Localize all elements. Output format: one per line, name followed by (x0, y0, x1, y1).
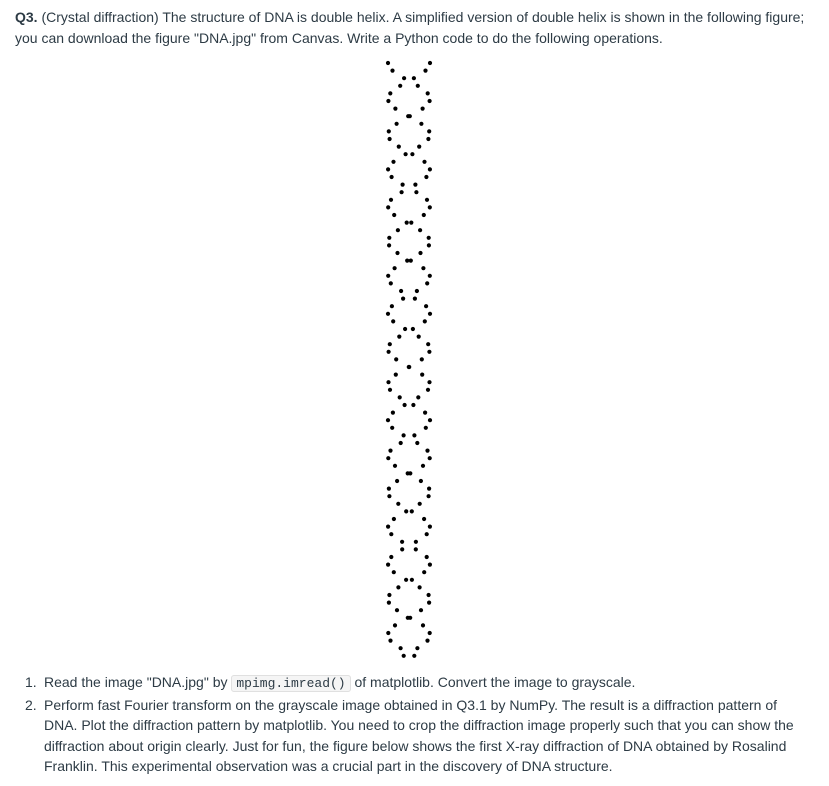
helix-dot (414, 547, 418, 551)
helix-dot (428, 418, 432, 422)
helix-dot (410, 578, 414, 582)
helix-dot (395, 608, 399, 612)
helix-dot (417, 145, 421, 149)
helix-dot (428, 456, 432, 460)
helix-dot (394, 357, 398, 361)
helix-dot (425, 555, 429, 559)
helix-dot (427, 494, 431, 498)
helix-dot (386, 456, 390, 460)
helix-dot (408, 114, 412, 118)
helix-dot (399, 289, 403, 293)
helix-dot (426, 342, 430, 346)
helix-dot (388, 639, 392, 643)
helix-dot (389, 198, 393, 202)
helix-dot (386, 525, 390, 529)
helix-dot (387, 243, 391, 247)
helix-dot (387, 350, 391, 354)
helix-dot (416, 395, 420, 399)
helix-dot (392, 517, 396, 521)
helix-dot (402, 433, 406, 437)
helix-dot (418, 228, 422, 232)
helix-dot (426, 388, 430, 392)
helix-dot (425, 198, 429, 202)
helix-dot (420, 373, 424, 377)
helix-dot (416, 84, 420, 88)
helix-dot (389, 532, 393, 536)
helix-dot (386, 418, 390, 422)
helix-dot (387, 129, 391, 133)
helix-dot (425, 281, 429, 285)
helix-dot (427, 601, 431, 605)
helix-dot (397, 335, 401, 339)
helix-dot (423, 69, 427, 73)
helix-dot (428, 563, 432, 567)
dna-helix-image (0, 56, 829, 666)
helix-dot (403, 327, 407, 331)
helix-dot (411, 403, 415, 407)
helix-dot (411, 327, 415, 331)
helix-dot (397, 145, 401, 149)
helix-dot (387, 236, 391, 240)
helix-dot (388, 137, 392, 141)
helix-dot (418, 251, 422, 255)
helix-dot (422, 160, 426, 164)
helix-dot (388, 388, 392, 392)
helix-dot (393, 464, 397, 468)
helix-dot (418, 585, 422, 589)
helix-dot (419, 608, 423, 612)
helix-dot (393, 266, 397, 270)
helix-dot (395, 251, 399, 255)
helix-dot (396, 585, 400, 589)
helix-dot (386, 167, 390, 171)
helix-dot (405, 221, 409, 225)
helix-dot (404, 509, 408, 513)
dna-double-helix-figure (0, 56, 829, 666)
helix-dot (428, 205, 432, 209)
helix-dot (427, 236, 431, 240)
helix-dot (421, 623, 425, 627)
helix-dot (391, 319, 395, 323)
helix-dot (428, 525, 432, 529)
helix-dot (415, 646, 419, 650)
step-item-1 (0, 672, 829, 695)
helix-dot (424, 304, 428, 308)
helix-dot (387, 601, 391, 605)
step-item-2 (0, 695, 829, 777)
helix-dot (387, 494, 391, 498)
helix-dot (396, 228, 400, 232)
helix-dot (390, 69, 394, 73)
helix-dot (386, 312, 390, 316)
helix-dot (428, 274, 432, 278)
helix-dot (388, 91, 392, 95)
helix-dot (427, 129, 431, 133)
helix-dot (418, 502, 422, 506)
helix-dot (428, 61, 432, 65)
helix-dot (395, 479, 399, 483)
helix-dot (406, 616, 410, 620)
question-number: Q3. (15, 9, 38, 25)
step-number: 1. (25, 674, 37, 690)
helix-dot (386, 205, 390, 209)
helix-dot (388, 449, 392, 453)
helix-dot (396, 502, 400, 506)
helix-dot (413, 183, 417, 187)
helix-dot (417, 335, 421, 339)
helix-dot (426, 137, 430, 141)
helix-dot (422, 213, 426, 217)
helix-dot (399, 441, 403, 445)
inline-code: mpimg.imread() (231, 675, 350, 692)
helix-dot (408, 471, 412, 475)
helix-dot (428, 631, 432, 635)
steps-list (0, 672, 829, 777)
helix-dot (412, 433, 416, 437)
helix-dot (428, 167, 432, 171)
helix-dot (386, 631, 390, 635)
helix-dot (412, 76, 416, 80)
helix-dot (413, 297, 417, 301)
helix-dot (388, 342, 392, 346)
helix-dot (401, 297, 405, 301)
helix-dot (409, 221, 413, 225)
helix-dot (427, 380, 431, 384)
helix-dot (386, 61, 390, 65)
helix-dot (402, 654, 406, 658)
helix-dot (427, 350, 431, 354)
helix-dot (414, 540, 418, 544)
helix-dot (386, 274, 390, 278)
helix-dot (421, 266, 425, 270)
helix-dot (422, 517, 426, 521)
helix-dot (410, 152, 414, 156)
step-text: Read the image "DNA.jpg" by (44, 674, 232, 690)
helix-dot (420, 357, 424, 361)
helix-dot (387, 593, 391, 597)
helix-dot (389, 555, 393, 559)
helix-dot (421, 107, 425, 111)
helix-dot (386, 380, 390, 384)
helix-dot (403, 403, 407, 407)
helix-dot (423, 319, 427, 323)
helix-dot (405, 259, 409, 263)
helix-dot (389, 281, 393, 285)
helix-dot (422, 570, 426, 574)
helix-dot (390, 175, 394, 179)
helix-dot (391, 411, 395, 415)
helix-dot (391, 160, 395, 164)
helix-dot (401, 183, 405, 187)
helix-dot (427, 243, 431, 247)
step-text-after: of matplotlib. Convert the image to grayscale. (350, 674, 636, 690)
helix-dot (390, 426, 394, 430)
helix-dot (415, 289, 419, 293)
helix-dot (386, 99, 390, 103)
helix-dot (424, 175, 428, 179)
helix-dot (415, 441, 419, 445)
helix-dot (393, 623, 397, 627)
helix-dot (387, 487, 391, 491)
helix-dot (419, 479, 423, 483)
helix-dot (427, 487, 431, 491)
question-body: (Crystal diffraction) The structure of DNA is double helix. A simplified version of double helix is shown in the following figure; you can download the figure "DNA.jpg" from Canvas. Write a Python code to do the following operations. (15, 9, 805, 46)
helix-dot (428, 312, 432, 316)
helix-dot (390, 304, 394, 308)
helix-dot (407, 365, 411, 369)
helix-dot (400, 540, 404, 544)
helix-dot (414, 190, 418, 194)
helix-dot (400, 547, 404, 551)
step-number: 2. (25, 696, 37, 713)
helix-dot (425, 532, 429, 536)
helix-dot (402, 76, 406, 80)
helix-dot (400, 190, 404, 194)
helix-dot (395, 122, 399, 126)
helix-dot (426, 91, 430, 95)
helix-dot (424, 426, 428, 430)
helix-dot (428, 99, 432, 103)
helix-dot (399, 646, 403, 650)
helix-dot (425, 449, 429, 453)
helix-dot (386, 563, 390, 567)
helix-dot (394, 373, 398, 377)
helix-dot (404, 152, 408, 156)
helix-dot (393, 107, 397, 111)
helix-dot (425, 639, 429, 643)
helix-dot (412, 654, 416, 658)
helix-dot (421, 464, 425, 468)
helix-dot (404, 578, 408, 582)
helix-dot (410, 509, 414, 513)
helix-dot (398, 84, 402, 88)
helix-dot (427, 593, 431, 597)
helix-dot (392, 570, 396, 574)
question-text (15, 7, 820, 49)
helix-dot (419, 122, 423, 126)
helix-dot (398, 395, 402, 399)
helix-dot (409, 259, 413, 263)
step-text: Perform fast Fourier transform on the grayscale image obtained in Q3.1 by NumPy. The result is a diffraction pattern of DNA. Plot the diffraction pattern by matplotlib. You need to crop the diffraction image properly such that you can show the diffraction about origin clearly. Just for fun, the figure below shows the first X-ray diffraction of DNA obtained by Rosalind Franklin. This experimental observation was a crucial part in the discovery of DNA structure. (44, 696, 794, 774)
helix-dot (392, 213, 396, 217)
helix-dot (423, 411, 427, 415)
